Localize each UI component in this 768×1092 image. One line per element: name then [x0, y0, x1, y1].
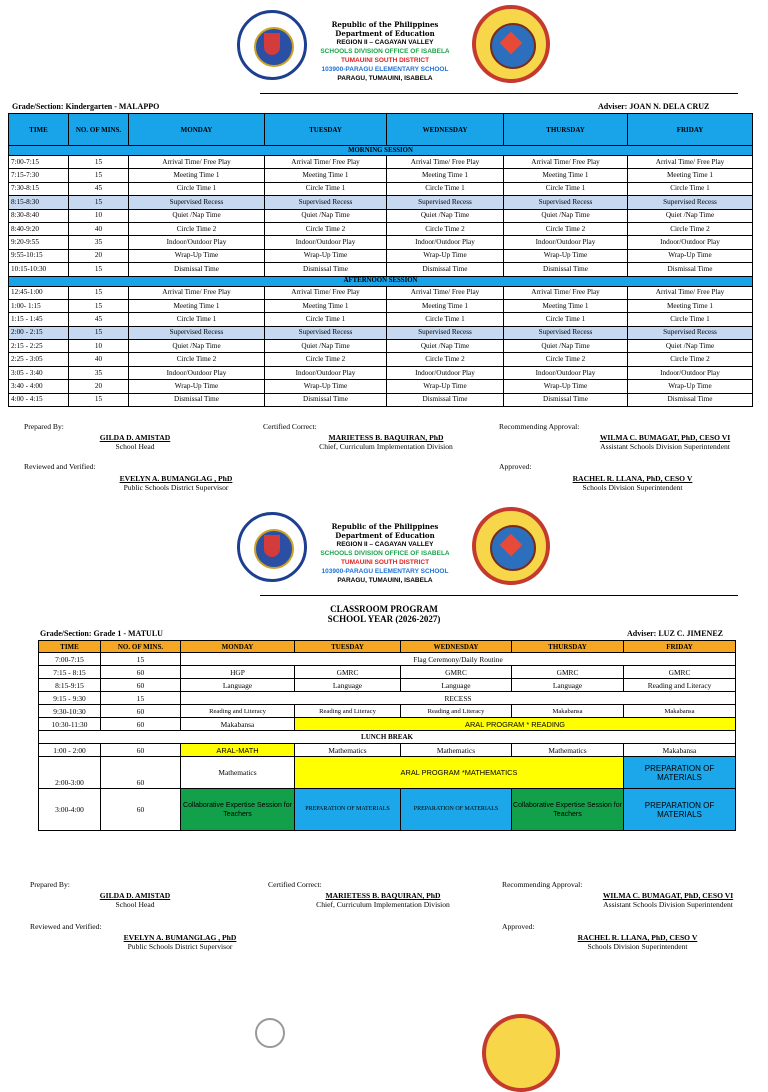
- republic-line: Republic of the Philippines: [331, 522, 439, 531]
- time-cell: 7:00-7:15: [39, 653, 101, 666]
- table-row: [39, 679, 736, 692]
- activity-cell: Indoor/Outdoor Play: [504, 236, 628, 249]
- sds-name: RACHEL R. LLANA, PhD, CESO V: [572, 474, 693, 483]
- activity-cell: Arrival Time/ Free Play: [129, 156, 265, 169]
- activity-cell: Quiet /Nap Time: [628, 209, 753, 222]
- activity-cell: Indoor/Outdoor Play: [628, 366, 753, 379]
- table-row: [9, 299, 753, 312]
- table-row: [39, 731, 736, 744]
- mins-cell: 15: [69, 156, 129, 169]
- subject-cell: Mathematics: [181, 757, 295, 789]
- subject-cell: Makabansa: [181, 718, 295, 731]
- deped-seal-icon: [237, 10, 307, 80]
- activity-cell: Circle Time 1: [504, 313, 628, 326]
- activity-cell: Quiet /Nap Time: [628, 340, 753, 353]
- deped-line: Department of Education: [335, 531, 435, 540]
- certified-label: Certified Correct:: [263, 422, 317, 431]
- recommending-label: Recommending Approval:: [502, 880, 583, 889]
- header-divider: [260, 93, 738, 94]
- activity-cell: Indoor/Outdoor Play: [628, 236, 753, 249]
- col-monday: MONDAY: [181, 641, 295, 653]
- subject-cell: Reading and Literacy: [181, 705, 295, 718]
- activity-cell: Dismissal Time: [387, 393, 504, 406]
- activity-cell: Dismissal Time: [504, 393, 628, 406]
- table-row: [39, 692, 736, 705]
- asds-title: Assistant Schools Division Superintendent: [603, 900, 733, 909]
- activity-cell: Quiet /Nap Time: [504, 209, 628, 222]
- school-seal-icon: [482, 1014, 560, 1092]
- subject-cell: GMRC: [624, 666, 736, 679]
- region-line: REGION II – CAGAYAN VALLEY: [336, 541, 434, 548]
- time-cell: 2:15 - 2:25: [9, 340, 69, 353]
- mins-cell: 60: [101, 757, 181, 789]
- activity-cell: Meeting Time 1: [504, 169, 628, 182]
- head-title: School Head: [115, 900, 155, 909]
- activity-cell: Arrival Time/ Free Play: [265, 156, 387, 169]
- region-line: REGION II – CAGAYAN VALLEY: [336, 39, 434, 46]
- activity-cell: Indoor/Outdoor Play: [387, 236, 504, 249]
- activity-cell: Supervised Recess: [387, 196, 504, 209]
- grade1-grade-section: Grade/Section: Grade 1 - MATULU: [40, 629, 163, 638]
- reviewed-label: Reviewed and Verified:: [24, 462, 96, 471]
- activity-cell: Arrival Time/ Free Play: [628, 286, 753, 299]
- subject-cell: Mathematics: [295, 744, 401, 757]
- school-year: SCHOOL YEAR (2026-2027): [327, 614, 441, 624]
- collab-session-cell: Collaborative Expertise Session for Teachers: [181, 789, 295, 831]
- mins-cell: 60: [101, 705, 181, 718]
- session-label: MORNING SESSION: [9, 146, 753, 156]
- table-row: [9, 169, 753, 182]
- subject-cell: GMRC: [295, 666, 401, 679]
- aral-reading-cell: ARAL PROGRAM * READING: [295, 718, 736, 731]
- head-name: GILDA D. AMISTAD: [99, 433, 171, 442]
- session-label: AFTERNOON SESSION: [9, 276, 753, 286]
- col-wednesday: WEDNESDAY: [401, 641, 512, 653]
- subject-cell: Makabansa: [624, 744, 736, 757]
- activity-cell: Dismissal Time: [129, 393, 265, 406]
- prepared-by-label: Prepared By:: [24, 422, 64, 431]
- activity-cell: Circle Time 2: [387, 353, 504, 366]
- activity-cell: Quiet /Nap Time: [387, 340, 504, 353]
- activity-cell: Quiet /Nap Time: [504, 340, 628, 353]
- mins-cell: 35: [69, 236, 129, 249]
- time-cell: 10:15-10:30: [9, 263, 69, 276]
- activity-cell: Circle Time 1: [265, 313, 387, 326]
- subject-cell: Language: [512, 679, 624, 692]
- psds-title: Public Schools District Supervisor: [123, 483, 229, 492]
- activity-cell: Meeting Time 1: [504, 299, 628, 312]
- time-cell: 9:15 - 9:30: [39, 692, 101, 705]
- activity-cell: Circle Time 1: [387, 182, 504, 195]
- activity-cell: Circle Time 2: [129, 353, 265, 366]
- activity-cell: Supervised Recess: [129, 196, 265, 209]
- activity-cell: Meeting Time 1: [628, 169, 753, 182]
- activity-cell: Circle Time 2: [129, 222, 265, 235]
- activity-cell: Circle Time 2: [387, 222, 504, 235]
- subject-cell: GMRC: [401, 666, 512, 679]
- deped-seal-icon: [255, 1018, 285, 1048]
- activity-cell: Wrap-Up Time: [504, 380, 628, 393]
- letterhead: [0, 0, 768, 95]
- mins-cell: 20: [69, 249, 129, 262]
- grade1-schedule-table: [38, 640, 736, 831]
- col-tuesday: TUESDAY: [265, 114, 387, 146]
- subject-cell: Makabansa: [512, 705, 624, 718]
- activity-cell: Wrap-Up Time: [129, 249, 265, 262]
- activity-cell: Wrap-Up Time: [387, 249, 504, 262]
- chief-name: MARIETESS B. BAQUIRAN, PhD: [328, 433, 444, 442]
- activity-cell: Circle Time 1: [504, 182, 628, 195]
- table-row: [9, 249, 753, 262]
- table-row: [9, 263, 753, 276]
- reviewed-label: Reviewed and Verified:: [30, 922, 102, 931]
- table-row: [9, 340, 753, 353]
- subject-cell: Mathematics: [401, 744, 512, 757]
- subject-cell: HGP: [181, 666, 295, 679]
- head-name: GILDA D. AMISTAD: [99, 891, 171, 900]
- activity-cell: Meeting Time 1: [387, 169, 504, 182]
- address-line: PARAGU, TUMAUINI, ISABELA: [337, 577, 433, 584]
- time-cell: 7:00-7:15: [9, 156, 69, 169]
- mins-cell: 60: [101, 718, 181, 731]
- activity-cell: Quiet /Nap Time: [387, 209, 504, 222]
- table-row: [9, 222, 753, 235]
- signatory-chief: [293, 891, 473, 909]
- subject-cell: Language: [295, 679, 401, 692]
- activity-cell: Supervised Recess: [265, 196, 387, 209]
- chief-name: MARIETESS B. BAQUIRAN, PhD: [325, 891, 441, 900]
- activity-cell: Circle Time 1: [129, 313, 265, 326]
- activity-cell: Wrap-Up Time: [628, 249, 753, 262]
- mins-cell: 45: [69, 313, 129, 326]
- mins-cell: 10: [69, 340, 129, 353]
- activity-cell: Wrap-Up Time: [387, 380, 504, 393]
- table-row: [9, 236, 753, 249]
- aral-mathematics-cell: ARAL PROGRAM *MATHEMATICS: [295, 757, 624, 789]
- activity-cell: Meeting Time 1: [628, 299, 753, 312]
- activity-cell: Dismissal Time: [628, 263, 753, 276]
- mins-cell: 45: [69, 182, 129, 195]
- activity-cell: Supervised Recess: [504, 326, 628, 339]
- subject-cell: GMRC: [512, 666, 624, 679]
- signatory-asds: [573, 891, 763, 909]
- mins-cell: 60: [101, 666, 181, 679]
- time-cell: 1:00 - 2:00: [39, 744, 101, 757]
- prep-materials-cell: PREPARATION OF MATERIALS: [624, 757, 736, 789]
- recess-cell: RECESS: [181, 692, 736, 705]
- activity-cell: Dismissal Time: [504, 263, 628, 276]
- activity-cell: Indoor/Outdoor Play: [504, 366, 628, 379]
- subject-cell: Mathematics: [512, 744, 624, 757]
- letterhead-2: [0, 502, 768, 597]
- col-mins: NO. OF MINS.: [69, 114, 129, 146]
- activity-cell: Circle Time 2: [504, 222, 628, 235]
- mins-cell: 15: [101, 653, 181, 666]
- prepared-by-label: Prepared By:: [30, 880, 70, 889]
- activity-cell: Indoor/Outdoor Play: [129, 366, 265, 379]
- sds-title: Schools Division Superintendent: [582, 483, 683, 492]
- table-row: [9, 196, 753, 209]
- time-cell: 7:30-8:15: [9, 182, 69, 195]
- mins-cell: 15: [69, 286, 129, 299]
- activity-cell: Meeting Time 1: [129, 169, 265, 182]
- activity-cell: Wrap-Up Time: [504, 249, 628, 262]
- grade1-adviser: Adviser: LUZ C. JIMENEZ: [627, 629, 724, 638]
- mins-cell: 60: [101, 744, 181, 757]
- header-divider: [260, 595, 738, 596]
- table-row: [9, 393, 753, 406]
- activity-cell: Supervised Recess: [504, 196, 628, 209]
- col-thursday: THURSDAY: [512, 641, 624, 653]
- signatory-psds: [100, 933, 260, 951]
- time-cell: 7:15 - 8:15: [39, 666, 101, 679]
- prep-materials-cell: PREPARATION OF MATERIALS: [295, 789, 401, 831]
- lunch-break-cell: LUNCH BREAK: [39, 731, 736, 744]
- psds-title: Public Schools District Supervisor: [127, 942, 233, 951]
- mins-cell: 35: [69, 366, 129, 379]
- district-line: TUMAUINI SOUTH DISTRICT: [340, 559, 430, 566]
- table-row: [9, 156, 753, 169]
- activity-cell: Indoor/Outdoor Play: [265, 366, 387, 379]
- mins-cell: 40: [69, 222, 129, 235]
- activity-cell: Supervised Recess: [129, 326, 265, 339]
- activity-cell: Circle Time 2: [265, 353, 387, 366]
- activity-cell: Circle Time 1: [265, 182, 387, 195]
- activity-cell: Supervised Recess: [265, 326, 387, 339]
- table-row: [9, 326, 753, 339]
- time-cell: 9:20-9:55: [9, 236, 69, 249]
- col-friday: FRIDAY: [628, 114, 753, 146]
- table-row: [9, 313, 753, 326]
- mins-cell: 15: [69, 196, 129, 209]
- subject-cell: Reading and Literacy: [624, 679, 736, 692]
- col-monday: MONDAY: [129, 114, 265, 146]
- activity-cell: Circle Time 2: [628, 222, 753, 235]
- certified-label: Certified Correct:: [268, 880, 322, 889]
- activity-cell: Dismissal Time: [265, 263, 387, 276]
- kinder-grade-section: Grade/Section: Kindergarten - MALAPPO: [12, 102, 160, 111]
- table-row: [39, 666, 736, 679]
- subject-cell: Reading and Literacy: [401, 705, 512, 718]
- activity-cell: Arrival Time/ Free Play: [504, 156, 628, 169]
- division-line: SCHOOLS DIVISION OFFICE OF ISABELA: [320, 48, 450, 55]
- activity-cell: Arrival Time/ Free Play: [504, 286, 628, 299]
- mins-cell: 10: [69, 209, 129, 222]
- head-title: School Head: [115, 442, 155, 451]
- session-row: [9, 146, 753, 156]
- activity-cell: Meeting Time 1: [387, 299, 504, 312]
- table-row: [39, 653, 736, 666]
- mins-cell: 15: [101, 692, 181, 705]
- activity-cell: Meeting Time 1: [265, 299, 387, 312]
- prep-materials-cell: PREPARATION OF MATERIALS: [624, 789, 736, 831]
- activity-cell: Indoor/Outdoor Play: [387, 366, 504, 379]
- kinder-schedule-table: [8, 113, 753, 407]
- subject-cell: Makabansa: [624, 705, 736, 718]
- activity-cell: Wrap-Up Time: [129, 380, 265, 393]
- subject-cell: Language: [401, 679, 512, 692]
- col-time: TIME: [39, 641, 101, 653]
- recommending-label: Recommending Approval:: [499, 422, 580, 431]
- activity-cell: Dismissal Time: [129, 263, 265, 276]
- school-seal-icon: [472, 5, 550, 83]
- activity-cell: Quiet /Nap Time: [265, 340, 387, 353]
- time-cell: 10:30-11:30: [39, 718, 101, 731]
- deped-line: Department of Education: [335, 29, 435, 38]
- table-row: [9, 182, 753, 195]
- time-cell: 8:15-9:15: [39, 679, 101, 692]
- activity-cell: Dismissal Time: [628, 393, 753, 406]
- mins-cell: 15: [69, 299, 129, 312]
- republic-line: Republic of the Philippines: [331, 20, 439, 29]
- time-cell: 1:15 - 1:45: [9, 313, 69, 326]
- grade1-header-row: [39, 641, 736, 653]
- asds-title: Assistant Schools Division Superintendent: [600, 442, 730, 451]
- mins-cell: 60: [101, 789, 181, 831]
- kinder-adviser: Adviser: JOAN N. DELA CRUZ: [598, 102, 710, 111]
- activity-cell: Dismissal Time: [387, 263, 504, 276]
- activity-cell: Circle Time 1: [628, 313, 753, 326]
- school-line: 103900-PARAGU ELEMENTARY SCHOOL: [321, 66, 449, 73]
- col-friday: FRIDAY: [624, 641, 736, 653]
- table-row: [39, 718, 736, 731]
- activity-cell: Dismissal Time: [265, 393, 387, 406]
- activity-cell: Meeting Time 1: [129, 299, 265, 312]
- mins-cell: 15: [69, 263, 129, 276]
- time-cell: 8:30-8:40: [9, 209, 69, 222]
- table-row: [39, 744, 736, 757]
- mins-cell: 60: [101, 679, 181, 692]
- activity-cell: Indoor/Outdoor Play: [265, 236, 387, 249]
- activity-cell: Supervised Recess: [628, 196, 753, 209]
- time-cell: 4:00 - 4:15: [9, 393, 69, 406]
- activity-cell: Arrival Time/ Free Play: [628, 156, 753, 169]
- activity-cell: Arrival Time/ Free Play: [265, 286, 387, 299]
- sds-title: Schools Division Superintendent: [587, 942, 688, 951]
- table-row: [39, 705, 736, 718]
- activity-cell: Quiet /Nap Time: [129, 209, 265, 222]
- mins-cell: 40: [69, 353, 129, 366]
- district-line: TUMAUINI SOUTH DISTRICT: [340, 57, 430, 64]
- approved-label: Approved:: [502, 922, 535, 931]
- activity-cell: Quiet /Nap Time: [265, 209, 387, 222]
- chief-title: Chief, Curriculum Implementation Division: [319, 442, 453, 451]
- table-row: [9, 366, 753, 379]
- mins-cell: 15: [69, 326, 129, 339]
- signatory-head: [80, 891, 190, 909]
- time-cell: 8:40-9:20: [9, 222, 69, 235]
- psds-name: EVELYN A. BUMANGLAG , PhD: [119, 474, 233, 483]
- time-cell: 3:40 - 4:00: [9, 380, 69, 393]
- time-cell: 3:05 - 3:40: [9, 366, 69, 379]
- time-cell: 3:00-4:00: [39, 789, 101, 831]
- aral-math-cell: ARAL-MATH: [181, 744, 295, 757]
- activity-cell: Circle Time 2: [628, 353, 753, 366]
- activity-cell: Circle Time 1: [628, 182, 753, 195]
- time-cell: 9:30-10:30: [39, 705, 101, 718]
- division-line: SCHOOLS DIVISION OFFICE OF ISABELA: [320, 550, 450, 557]
- activity-cell: Arrival Time/ Free Play: [387, 156, 504, 169]
- activity-cell: Circle Time 2: [265, 222, 387, 235]
- table-row: [9, 353, 753, 366]
- activity-cell: Circle Time 1: [387, 313, 504, 326]
- activity-cell: Quiet /Nap Time: [129, 340, 265, 353]
- col-mins: NO. OF MINS.: [101, 641, 181, 653]
- activity-cell: Supervised Recess: [628, 326, 753, 339]
- mins-cell: 20: [69, 380, 129, 393]
- table-row: [39, 757, 736, 789]
- subject-cell: Reading and Literacy: [295, 705, 401, 718]
- time-cell: 2:00-3:00: [39, 757, 101, 789]
- activity-cell: Arrival Time/ Free Play: [129, 286, 265, 299]
- address-line: PARAGU, TUMAUINI, ISABELA: [337, 75, 433, 82]
- program-title: CLASSROOM PROGRAM: [330, 604, 438, 614]
- time-cell: 2:25 - 3:05: [9, 353, 69, 366]
- asds-name: WILMA C. BUMAGAT, PhD, CESO VI: [599, 433, 731, 442]
- activity-cell: Supervised Recess: [387, 326, 504, 339]
- collab-session-cell: Collaborative Expertise Session for Teachers: [512, 789, 624, 831]
- col-time: TIME: [9, 114, 69, 146]
- time-cell: 2:00 - 2:15: [9, 326, 69, 339]
- subject-cell: Language: [181, 679, 295, 692]
- signatory-sds: [555, 933, 720, 951]
- activity-cell: Indoor/Outdoor Play: [129, 236, 265, 249]
- session-row: [9, 276, 753, 286]
- signatory-psds: [96, 474, 256, 492]
- activity-cell: Meeting Time 1: [265, 169, 387, 182]
- table-row: [9, 209, 753, 222]
- table-row: [39, 789, 736, 831]
- chief-title: Chief, Curriculum Implementation Division: [316, 900, 450, 909]
- activity-cell: Wrap-Up Time: [265, 380, 387, 393]
- col-wednesday: WEDNESDAY: [387, 114, 504, 146]
- signatory-sds: [550, 474, 715, 492]
- activity-cell: Circle Time 1: [129, 182, 265, 195]
- activity-cell: Wrap-Up Time: [628, 380, 753, 393]
- psds-name: EVELYN A. BUMANGLAG , PhD: [123, 933, 237, 942]
- sds-name: RACHEL R. LLANA, PhD, CESO V: [577, 933, 698, 942]
- table-row: [9, 380, 753, 393]
- deped-seal-icon: [237, 512, 307, 582]
- activity-cell: Circle Time 2: [504, 353, 628, 366]
- asds-name: WILMA C. BUMAGAT, PhD, CESO VI: [602, 891, 734, 900]
- mins-cell: 15: [69, 169, 129, 182]
- approved-label: Approved:: [499, 462, 532, 471]
- signatory-asds: [570, 433, 760, 451]
- time-cell: 9:55-10:15: [9, 249, 69, 262]
- signatory-head: [80, 433, 190, 451]
- col-tuesday: TUESDAY: [295, 641, 401, 653]
- time-cell: 8:15-8:30: [9, 196, 69, 209]
- kinder-header-row: [9, 114, 753, 146]
- flag-ceremony-cell: Flag Ceremony/Daily Routine: [181, 653, 736, 666]
- col-thursday: THURSDAY: [504, 114, 628, 146]
- activity-cell: Arrival Time/ Free Play: [387, 286, 504, 299]
- mins-cell: 15: [69, 393, 129, 406]
- time-cell: 7:15-7:30: [9, 169, 69, 182]
- prep-materials-cell: PREPARATION OF MATERIALS: [401, 789, 512, 831]
- time-cell: 1:00- 1:15: [9, 299, 69, 312]
- activity-cell: Wrap-Up Time: [265, 249, 387, 262]
- time-cell: 12:45-1:00: [9, 286, 69, 299]
- table-row: [9, 286, 753, 299]
- signatory-chief: [296, 433, 476, 451]
- school-seal-icon: [472, 507, 550, 585]
- school-line: 103900-PARAGU ELEMENTARY SCHOOL: [321, 568, 449, 575]
